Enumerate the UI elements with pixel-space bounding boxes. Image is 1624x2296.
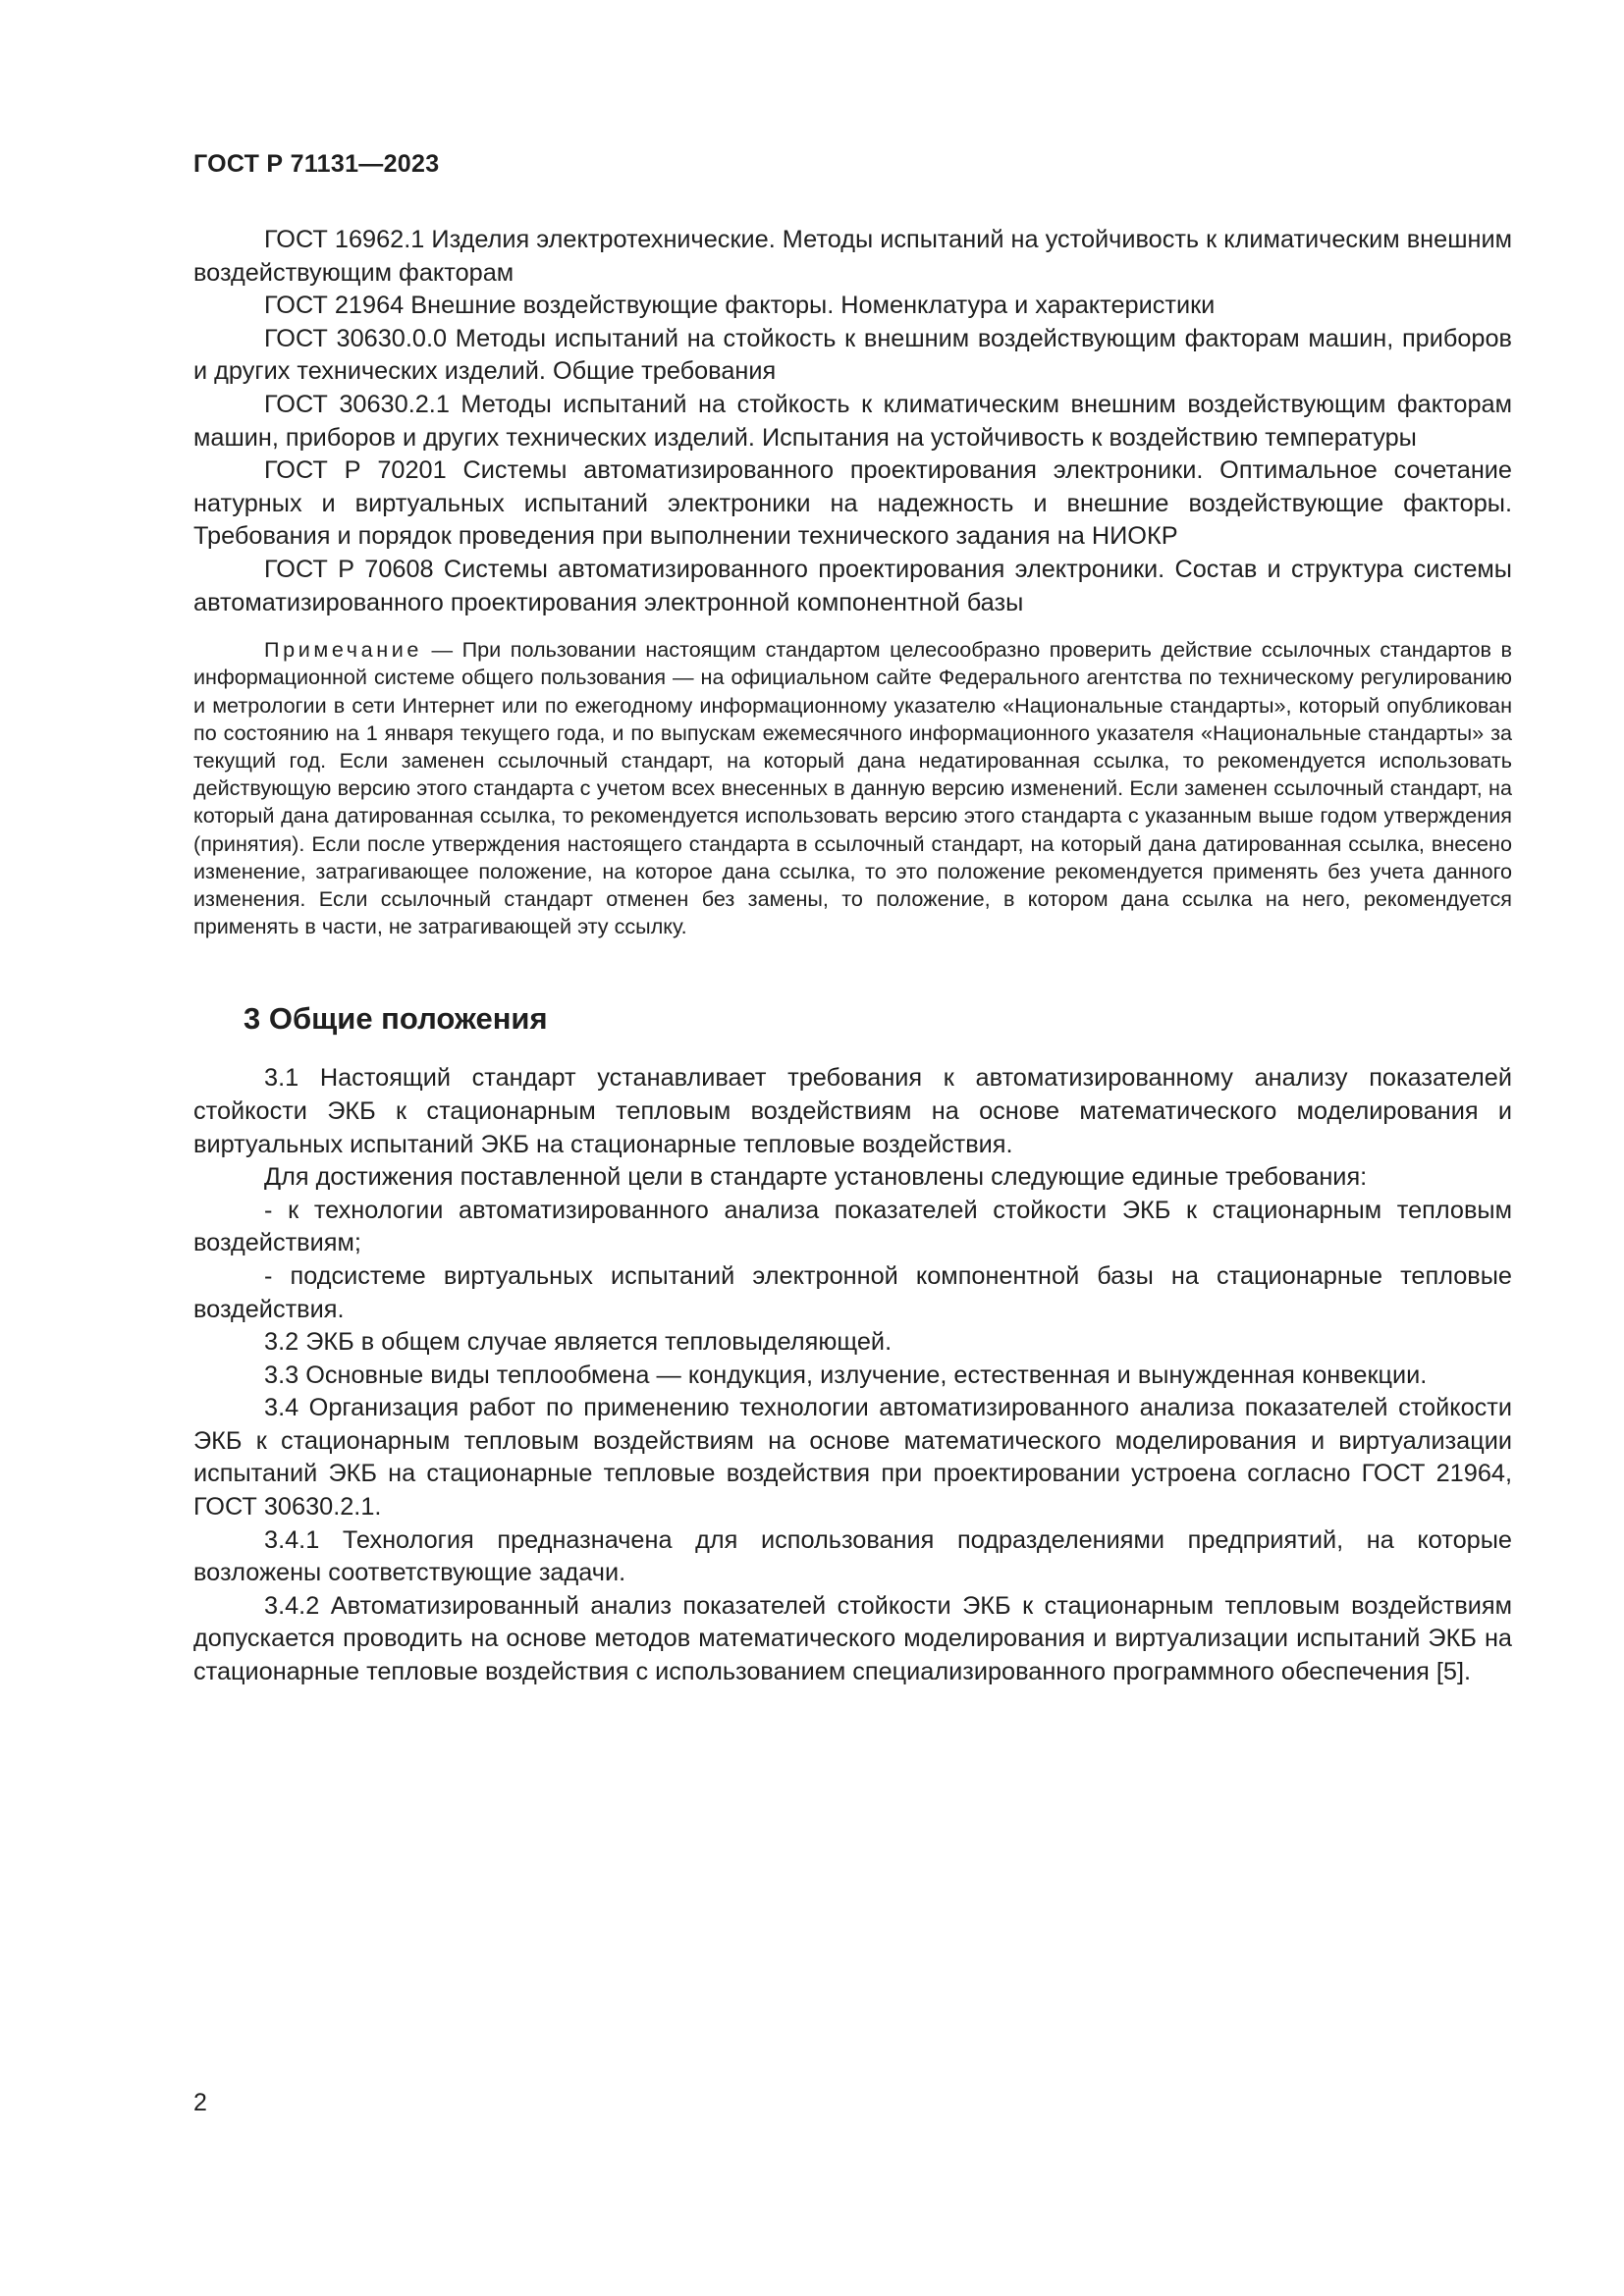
section-paragraph: - к технологии автоматизированного анализа показателей стойкости ЭКБ к стационарным тепловым воздействиям; [193,1196,1512,1257]
page-content [193,224,1512,1689]
section-paragraph: - подсистеме виртуальных испытаний электронной компонентной базы на стационарные тепловые воздействия. [193,1261,1512,1323]
reference-item: ГОСТ 16962.1 Изделия электротехнические. Методы испытаний на устойчивость к климатическим внешним воздействующим факторам [193,226,1512,287]
section-paragraph: 3.4.1 Технология предназначена для использования подразделениями предприятий, на которые возложены соответствующие задачи. [193,1525,1512,1587]
page-number: 2 [193,2089,207,2116]
note-block [193,636,1512,940]
reference-item: ГОСТ Р 70201 Системы автоматизированного проектирования электроники. Оптимальное сочетание натурных и виртуальных испытаний электроники на надежность и внешние воздействующие факторы. Требования и порядок проведения при выполнении технического задания на НИОКР [193,456,1512,551]
section-paragraph: 3.1 Настоящий стандарт устанавливает требования к автоматизированному анализу показателей стойкости ЭКБ к стационарным тепловым воздействиям на основе математического моделирования и виртуальных испытаний ЭКБ на стационарные тепловые воздействия. [193,1064,1512,1158]
section-paragraph: 3.4.2 Автоматизированный анализ показателей стойкости ЭКБ к стационарным тепловым воздействиям допускается проводить на основе методов математического моделирования и виртуализации испытаний ЭКБ на стационарные тепловые воздействия с использованием специализированного программного обеспечения [5]. [193,1591,1512,1686]
reference-item: ГОСТ Р 70608 Системы автоматизированного проектирования электроники. Состав и структура системы автоматизированного проектирования электронной компонентной базы [193,555,1512,616]
note-label: Примечание [264,637,422,663]
section-paragraph: 3.4 Организация работ по применению технологии автоматизированного анализа показателей стойкости ЭКБ к стационарным тепловым воздействиям на основе математического моделирования и виртуализации испытаний ЭКБ на стационарные тепловые воздействия при проектировании устроена согласно ГОСТ 21964, ГОСТ 30630.2.1. [193,1394,1512,1522]
reference-item: ГОСТ 30630.0.0 Методы испытаний на стойкость к внешним воздействующим факторам машин, приборов и других технических изделий. Общие требования [193,324,1512,386]
section-paragraph: 3.2 ЭКБ в общем случае является тепловыделяющей. [264,1328,893,1357]
reference-item: ГОСТ 30630.2.1 Методы испытаний на стойкость к климатическим внешним воздействующим факторам машин, приборов и других технических изделий. Испытания на устойчивость к воздействию температуры [193,390,1512,452]
section-title: 3 Общие положения [244,1001,548,1037]
document-code-header: ГОСТ Р 71131—2023 [193,150,440,178]
section-paragraph: Для достижения поставленной цели в стандарте установлены следующие единые требования: [264,1163,1368,1192]
reference-item: ГОСТ 21964 Внешние воздействующие факторы. Номенклатура и характеристики [264,292,1216,320]
note-text: — При пользовании настоящим стандартом целесообразно проверить действие ссылочных стандартов в информационной системе общего пользования — на официальном сайте Федерального агентства по техническому регулированию и метрологии в сети Интернет или по ежегодному информационному указателю «Национальные стандарты», который опубликован по состоянию на 1 января текущего года, и по выпускам ежемесячного информационного указателя «Национальные стандарты» за текущий год. Если заменен ссылочный стандарт, на который дана недатированная ссылка, то рекомендуется использовать действующую версию этого стандарта с учетом всех внесенных в данную версию изменений. Если заменен ссылочный стандарт, на который дана датированная ссылка, то рекомендуется использовать версию этого стандарта с указанным выше годом утверждения (принятия). Если после утверждения настоящего стандарта в ссылочный стандарт, на который дана датированная ссылка, внесено изменение, затрагивающее положение, на которое дана ссылка, то это положение рекомендуется применять без учета данного изменения. Если ссылочный стандарт отменен без замены, то положение, в котором дана ссылка на него, рекомендуется применять в части, не затрагивающей эту ссылку. [193,637,1513,939]
section-paragraph: 3.3 Основные виды теплообмена — кондукция, излучение, естественная и вынужденная конвекции. [264,1361,1428,1389]
